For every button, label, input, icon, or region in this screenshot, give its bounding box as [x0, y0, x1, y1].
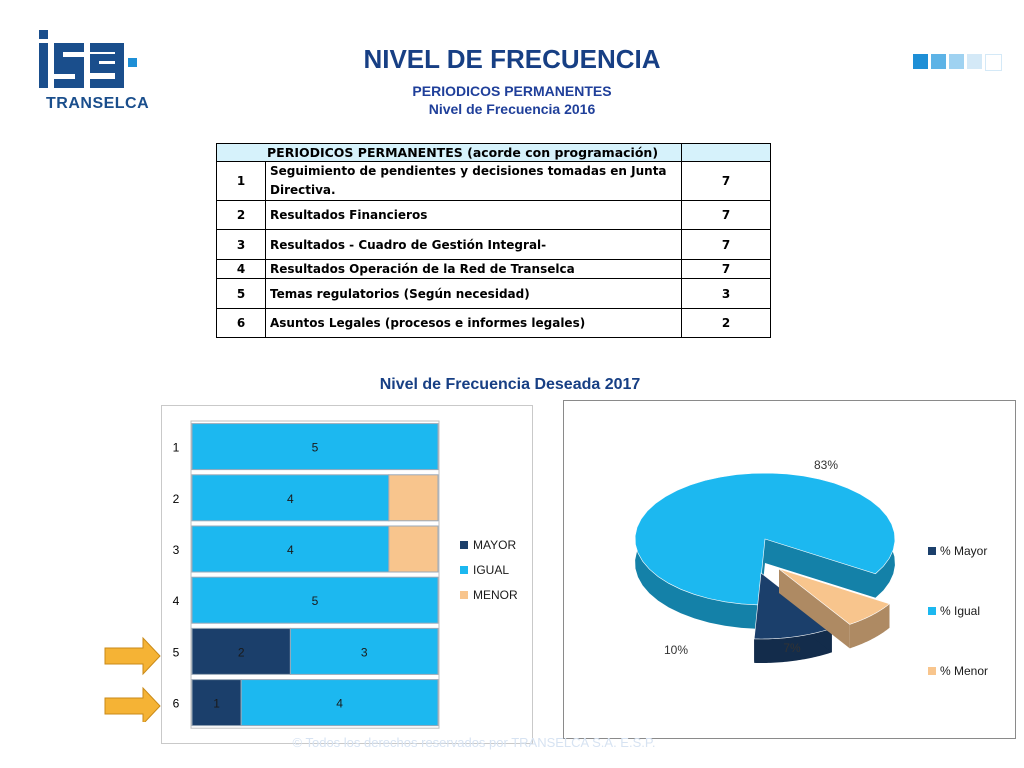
row-value: 7 [682, 260, 771, 279]
category-tick-label: 3 [172, 543, 180, 557]
pie-chart [563, 400, 1016, 739]
legend-swatch [928, 607, 936, 615]
logo-subtitle: TRANSELCA [46, 95, 150, 112]
row-value: 7 [682, 230, 771, 260]
category-tick-label: 2 [172, 491, 180, 506]
legend-swatch-igual [460, 566, 468, 574]
table-row [217, 201, 771, 230]
subtitle-periodicos: PERIODICOS PERMANENTES [412, 83, 612, 99]
row-desc: Asuntos Legales (procesos e informes legales) [266, 309, 682, 338]
deco-square [985, 54, 1002, 71]
row-desc: Resultados Operación de la Red de Transelca [266, 260, 682, 279]
pie-data-label: 83% [813, 458, 839, 472]
data-label: 4 [287, 543, 294, 557]
table-header-row [217, 144, 771, 162]
data-label: 5 [311, 440, 319, 455]
row-num: 5 [217, 279, 266, 309]
legend-label: % Mayor [940, 544, 988, 558]
legend-label: IGUAL [473, 563, 510, 577]
row-value: 7 [682, 201, 771, 230]
legend-swatch-mayor [460, 541, 468, 549]
table-row [217, 162, 771, 201]
row-num: 6 [217, 309, 266, 338]
table-row [217, 279, 771, 309]
stacked-bar-chart [161, 405, 533, 744]
row-desc: Seguimiento de pendientes y decisiones tomadas en Junta Directiva. [266, 162, 682, 201]
table-row [217, 309, 771, 338]
chart-section-title: Nivel de Frecuencia Deseada 2017 [379, 376, 641, 393]
decorative-squares [913, 54, 1002, 71]
frequency-table [216, 143, 771, 338]
legend-swatch [928, 667, 936, 675]
table-header-value [682, 144, 771, 162]
arrow-row-6 [105, 688, 160, 722]
legend-label: % Igual [940, 604, 981, 618]
highlight-arrows [104, 636, 162, 722]
data-label: 4 [287, 491, 294, 506]
row-num: 4 [217, 260, 266, 279]
category-tick-label: 1 [172, 440, 180, 455]
deco-square [949, 54, 964, 69]
category-tick-label: 4 [172, 594, 180, 609]
table-row [217, 260, 771, 279]
table-header: PERIODICOS PERMANENTES (acorde con programación) [217, 144, 682, 162]
pie-data-label: 7% [783, 641, 801, 655]
row-value: 3 [682, 279, 771, 309]
row-desc: Temas regulatorios (Según necesidad) [266, 279, 682, 309]
deco-square [931, 54, 946, 69]
row-value: 2 [682, 309, 771, 338]
bar-menor [389, 475, 438, 521]
row-num: 1 [217, 162, 266, 201]
legend-swatch [928, 547, 936, 555]
row-desc: Resultados - Cuadro de Gestión Integral- [266, 230, 682, 260]
legend-label: MAYOR [473, 538, 517, 552]
bar-menor [389, 526, 438, 572]
footer-copyright: © Todos los derechos reservados por TRANSELCA S.A. E.S.P. [292, 735, 656, 750]
pie-data-label: 10% [663, 643, 689, 657]
row-num: 2 [217, 201, 266, 230]
legend-swatch-menor [460, 591, 468, 599]
category-tick-label: 6 [172, 696, 180, 711]
table-row [217, 230, 771, 260]
data-label: 4 [336, 696, 343, 711]
row-num: 3 [217, 230, 266, 260]
row-value: 7 [682, 162, 771, 201]
row-desc: Resultados Financieros [266, 201, 682, 230]
data-label: 3 [360, 645, 368, 660]
deco-square [967, 54, 982, 69]
category-tick-label: 5 [172, 645, 180, 660]
legend-label: MENOR [473, 588, 518, 602]
subtitle-nivel-2016: Nivel de Frecuencia 2016 [428, 101, 596, 117]
data-label: 5 [311, 594, 319, 609]
legend-label: % Menor [940, 664, 989, 678]
page-title: NIVEL DE FRECUENCIA [363, 44, 661, 74]
deco-square [913, 54, 928, 69]
data-label: 2 [237, 645, 245, 660]
data-label: 1 [213, 696, 220, 711]
arrow-row-5 [105, 638, 160, 674]
